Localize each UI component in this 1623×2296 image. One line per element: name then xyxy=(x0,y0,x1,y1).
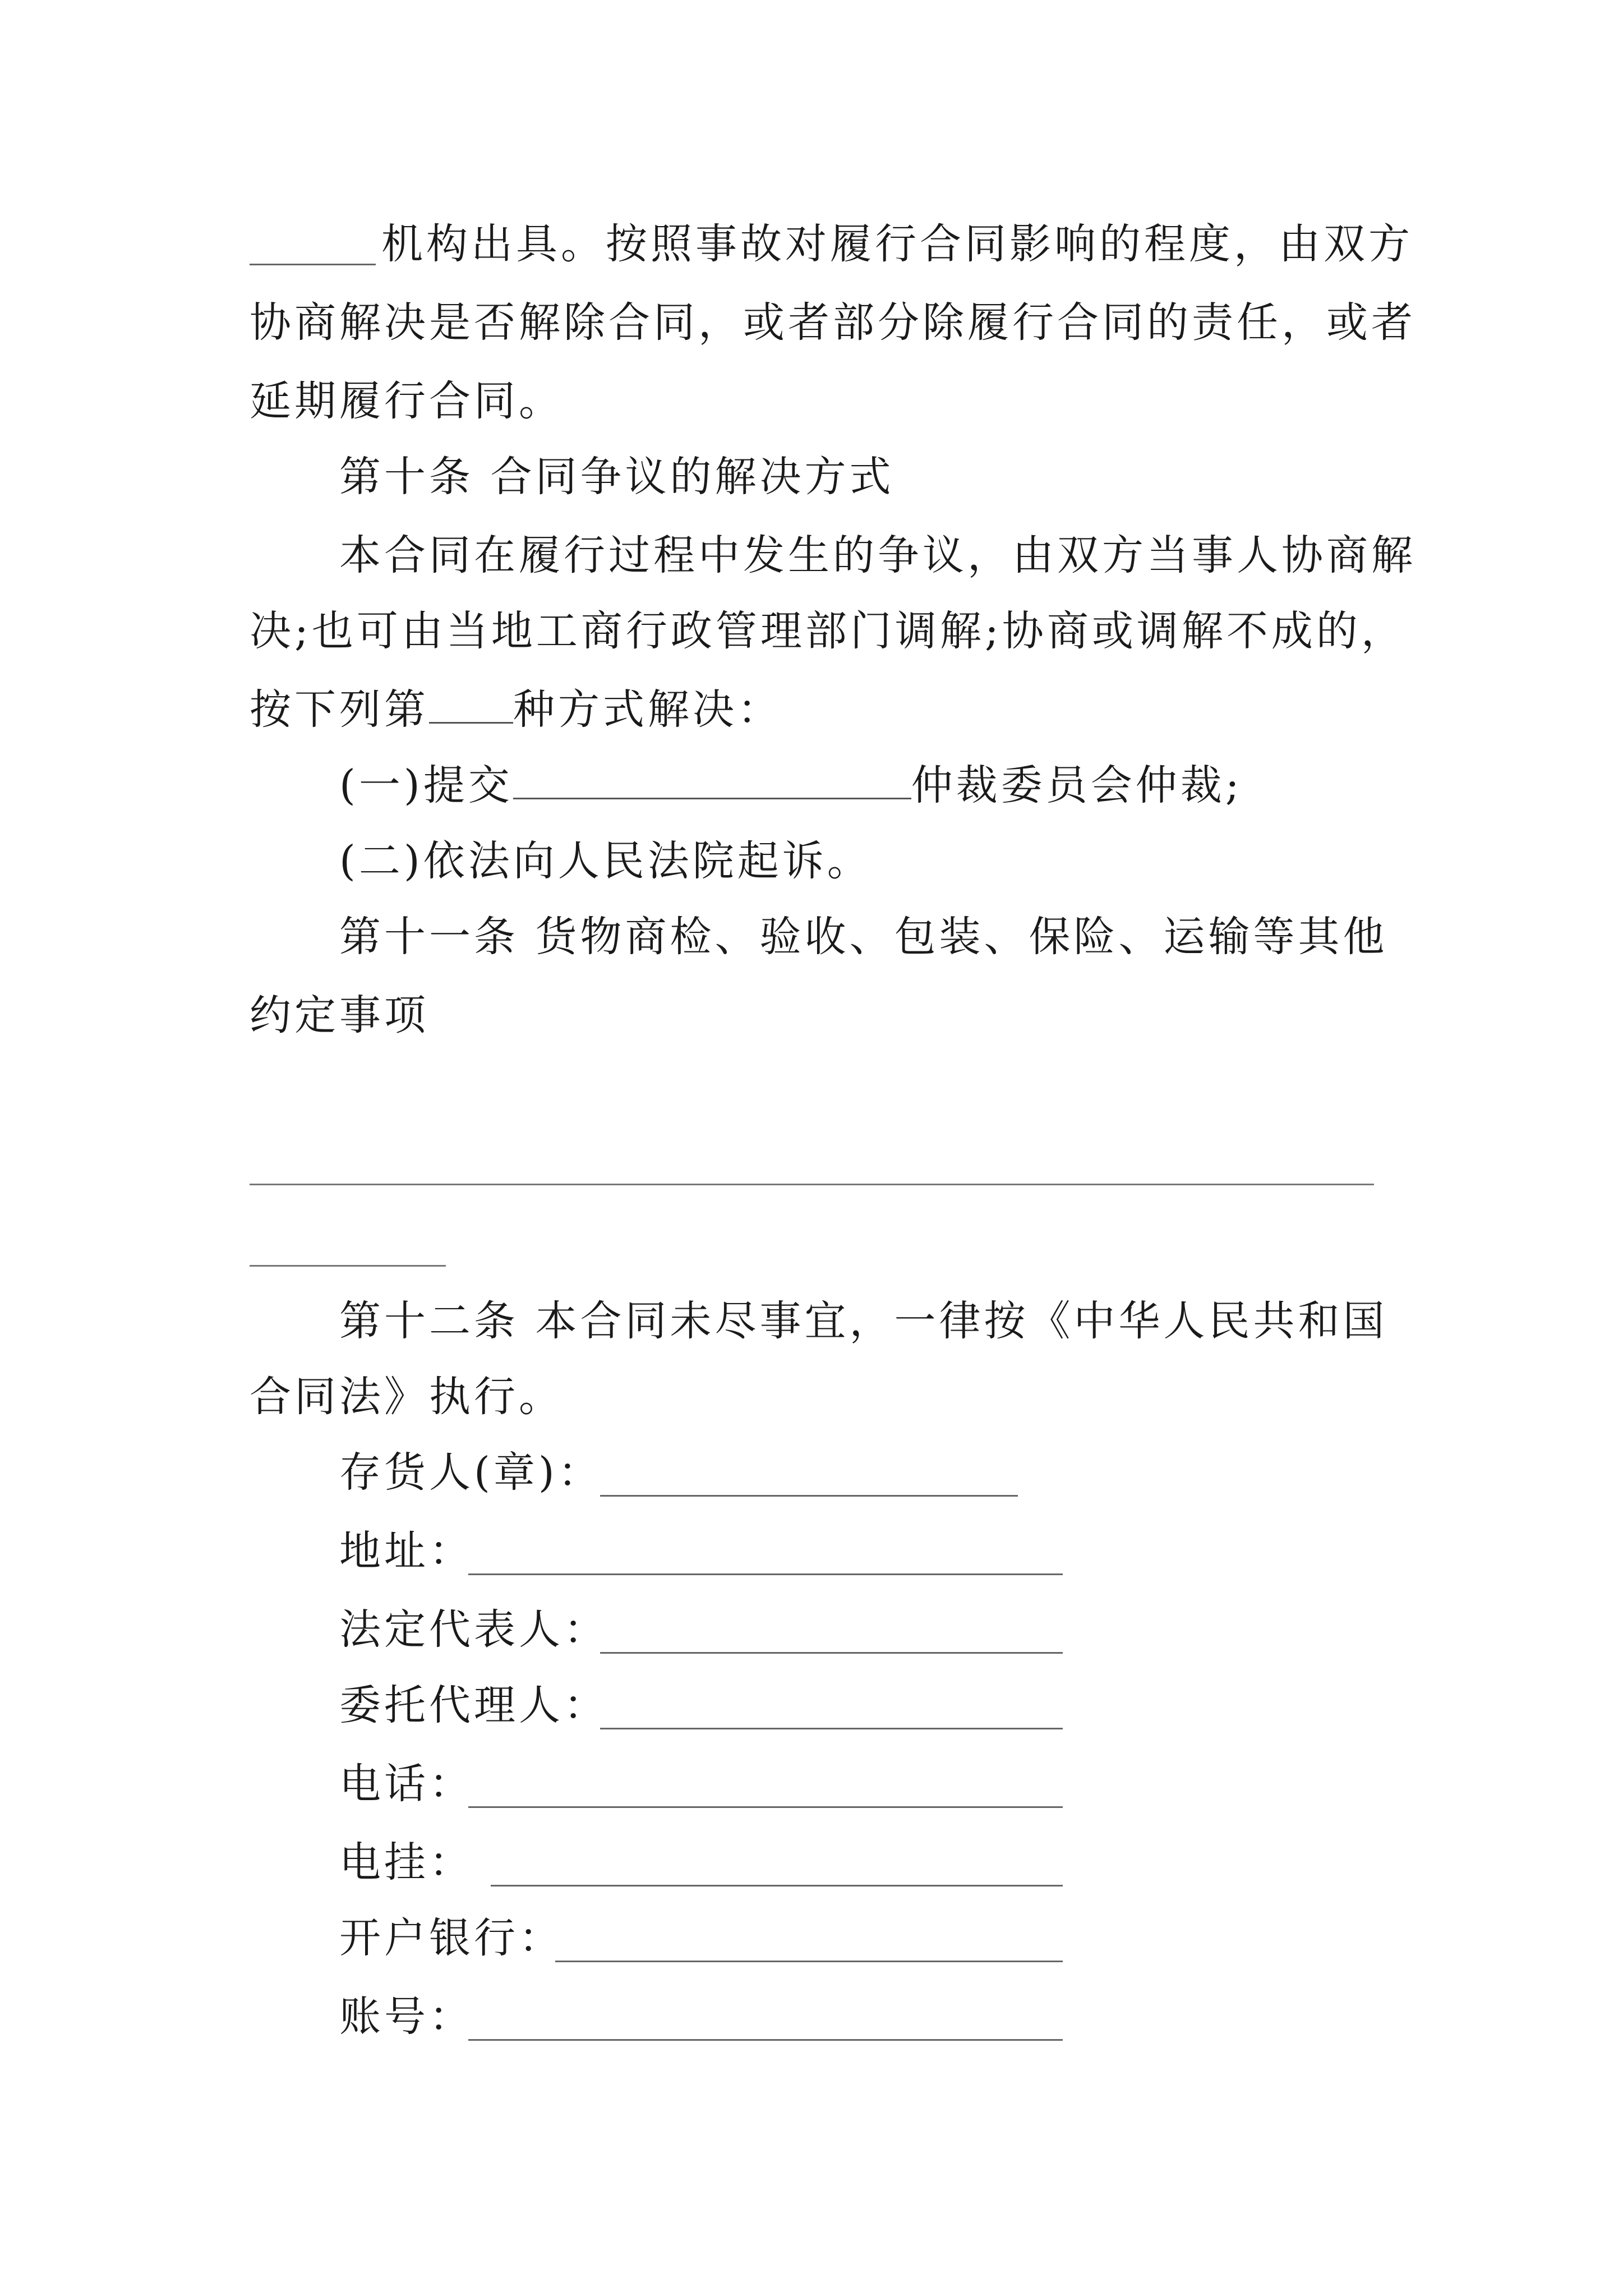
article-10-title: 第十条 合同争议的解决方式 xyxy=(339,453,895,501)
account-field[interactable] xyxy=(468,2039,1063,2041)
paragraph-line xyxy=(250,682,1385,738)
telegraph-label: 电挂： xyxy=(339,1838,474,1887)
paragraph-line: 合同法》执行。 xyxy=(250,1373,564,1421)
paragraph-line: 机构出具。按照事故对履行合同影响的程度，由双方 xyxy=(381,220,1413,268)
account-label: 账号： xyxy=(339,1993,474,2041)
paragraph-line: 本合同在履行过程中发生的争议，由双方当事人协商解 xyxy=(339,531,1416,579)
depositor-field[interactable] xyxy=(600,1495,1018,1497)
option-text: (一)提交 xyxy=(339,761,513,809)
agent-label: 委托代理人： xyxy=(339,1681,608,1729)
option-2: (二)依法向人民法院起诉。 xyxy=(339,837,872,885)
bank-label: 开户银行： xyxy=(339,1914,564,1962)
other-matters-blank-line-1[interactable] xyxy=(250,1184,1374,1185)
legal-rep-field[interactable] xyxy=(600,1652,1063,1654)
other-matters-blank-line-2[interactable] xyxy=(250,1265,446,1267)
method-number-blank[interactable] xyxy=(429,683,513,724)
paragraph-text: 种方式解决： xyxy=(513,685,782,734)
institution-blank[interactable] xyxy=(250,264,376,265)
option-1 xyxy=(339,757,1385,813)
telegraph-field[interactable] xyxy=(491,1885,1063,1887)
paragraph-line: 约定事项 xyxy=(250,991,429,1039)
bank-field[interactable] xyxy=(555,1961,1063,1962)
paragraph-line: 协商解决是否解除合同，或者部分除履行合同的责任，或者 xyxy=(250,298,1416,347)
phone-field[interactable] xyxy=(468,1806,1063,1808)
option-text: 仲裁委员会仲裁; xyxy=(911,761,1243,809)
agent-field[interactable] xyxy=(600,1728,1063,1729)
address-label: 地址： xyxy=(339,1527,474,1575)
depositor-label: 存货人(章)： xyxy=(339,1448,603,1497)
article-11-title: 第十一条 货物商检、验收、包装、保险、运输等其他 xyxy=(339,913,1388,961)
article-12-title: 第十二条 本合同未尽事宜，一律按《中华人民共和国 xyxy=(339,1297,1388,1345)
paragraph-text: 按下列第 xyxy=(250,685,429,734)
phone-label: 电话： xyxy=(339,1760,474,1808)
address-field[interactable] xyxy=(468,1573,1063,1575)
arbitration-committee-blank[interactable] xyxy=(513,758,911,799)
paragraph-line: 延期履行合同。 xyxy=(250,377,564,425)
paragraph-line: 决;也可由当地工商行政管理部门调解;协商或调解不成的， xyxy=(250,607,1406,655)
legal-rep-label: 法定代表人： xyxy=(339,1605,608,1654)
